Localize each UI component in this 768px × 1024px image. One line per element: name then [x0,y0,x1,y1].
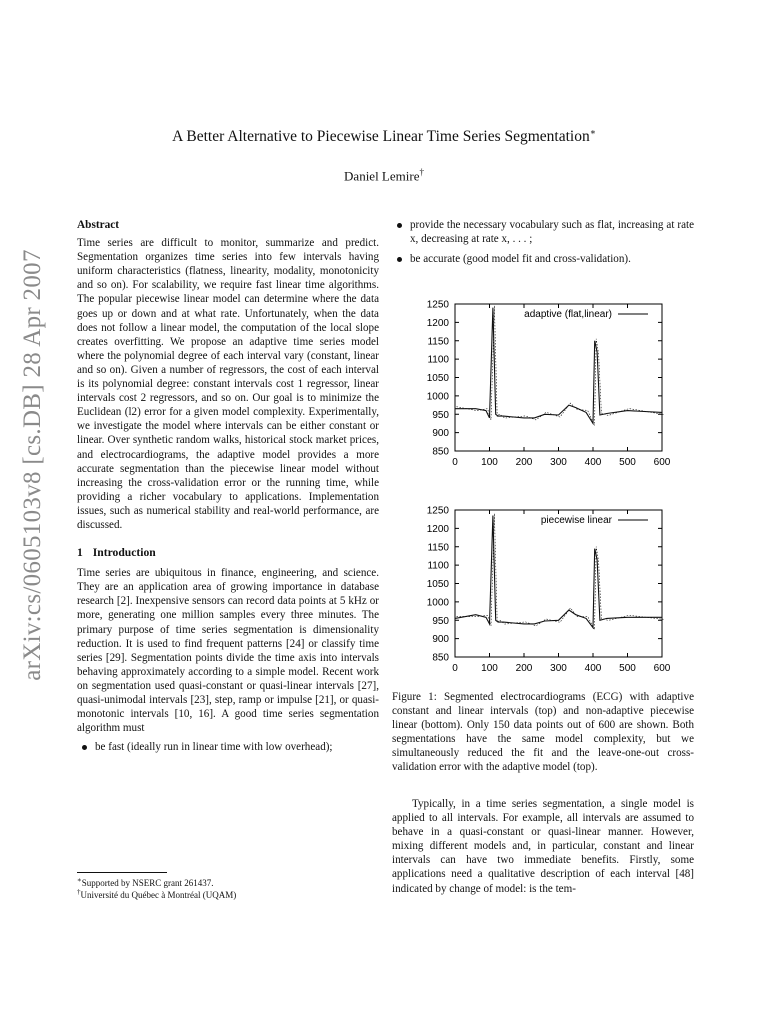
x-tick-label: 300 [550,663,567,674]
y-tick-label: 950 [432,409,449,421]
x-tick-label: 200 [515,457,533,468]
x-tick-label: 0 [452,457,458,468]
title-text: A Better Alternative to Piecewise Linear Time Series Segmentation [172,128,590,146]
x-tick-label: 300 [550,457,567,468]
y-tick-label: 1200 [426,317,449,329]
footnote-mark: ∗ [77,876,82,884]
abstract-text: Time series are difficult to monitor, summarize and predict. Segmentation organizes time series into few intervals having uniform characteristics (flatness, linearity, modality, monotonicity and so on). For scalability, we require fast linear time algorithms. The popular piecewise linear model can determine where the data goes up or down and at what rate. Unfortunately, when the data does not follow a linear model, the computation of the local slope creates overfitting. We propose an adaptive time series model where the polynomial degree of each interval vary (constant, linear and so on). Given a number of regressors, the cost of each interval is its polynomial degree: constant intervals cost 1 regressor, linear intervals cost 2 regressors, and so on. Our goal is to minimize the Euclidean (l2) error for a given model complexity. Experimentally, we investigate the model where intervals can be either constant or linear. Over synthetic random walks, historical stock market prices, and electrocardiograms, the adaptive model provides a more accurate segmentation than the piecewise linear model without increasing the cross-validation error or the running time, while providing a richer vocabulary to applications. Implementation issues, such as numerical stability and real-world performance, are discussed. [77,237,379,531]
right-bullet-1 [392,218,694,246]
footnote-text: Université du Québec à Montréal (UQAM) [80,890,237,900]
y-tick-label: 1250 [426,299,449,311]
y-tick-label: 1150 [427,542,449,554]
bullet-text: be accurate (good model fit and cross-validation). [410,253,631,265]
y-tick-label: 1000 [426,597,449,609]
plot-frame [455,510,662,657]
x-tick-label: 400 [584,457,602,468]
author-footnote-mark: † [419,167,424,177]
paper-title [0,127,768,146]
bullet-dot [397,223,402,228]
y-tick-label: 1200 [426,523,449,535]
bullet-item [392,218,694,246]
left-column [77,218,379,754]
data-series-line [455,516,662,628]
ecg-chart-adaptive [390,296,680,486]
right-bullet-2 [392,252,694,266]
introduction-text: Time series are ubiquitous in finance, engineering, and science. They are an application area of growing importance in database research [2]. Inexpensive sensors can record data points at 5 kHz or more, generating one million samples every three minutes. The primary purpose of time series segmentation is dimensionality reduction. It is used to find frequent patterns [24] or classify time series [29]. Segmentation points divide the time axis into intervals behaving approximately according to a simple model. Recent work on segmentation used quasi-constant or quasi-linear intervals [27], quasi-unimodal intervals [23], step, ramp or impulse [21], or quasi-monotonic intervals [10, 16]. A good time series segmentation algorithm must [77,567,379,735]
x-tick-label: 500 [619,663,636,674]
x-tick-label: 400 [584,663,602,674]
ecg-chart-piecewise [390,502,680,692]
data-points-line [457,514,664,630]
legend-label: piecewise linear [540,515,612,526]
right-paragraph [392,797,694,896]
author-name: Daniel Lemire [344,168,420,184]
y-tick-label: 1100 [427,354,449,366]
paper-author [0,167,768,184]
caption-text: Figure 1: Segmented electrocardiograms (ECG) with adaptive constant and linear intervals (top) and non-adaptive piecewise linear (bottom). Only 150 data points out of 600 are shown. Both segmentations have the same model complexity, but we simultaneously reduced the fit and the leave-one-out cross-validation error with the adaptive model (top). [392,691,694,774]
x-tick-label: 600 [653,457,671,468]
data-points-line [457,306,664,426]
section-title: Introduction [92,546,156,560]
introduction-heading [77,546,379,560]
chart-svg [390,502,680,692]
paragraph-text: Typically, in a time series segmentation, a single model is applied to all intervals. For example, all intervals are assumed to behave in a quasi-constant or quasi-linear manner. However, mixing different models and, in particular, constant and linear intervals can have two immediate benefits. Firstly, some applications need a qualitative description of each interval [48] indicated by change of model: is the tem- [392,798,694,895]
x-tick-label: 0 [452,663,458,674]
chart-svg [390,296,680,486]
bullet-item [392,252,694,266]
y-tick-label: 900 [432,428,449,440]
y-tick-label: 1050 [426,373,449,384]
y-tick-label: 1250 [426,505,449,517]
arxiv-id: arXiv:cs/0605103v8 [cs.DB] 28 Apr 2007 [19,249,46,681]
y-tick-label: 900 [432,634,449,646]
bullet-text: be fast (ideally run in linear time with low overhead); [95,741,333,754]
arxiv-sidebar [18,240,48,690]
bullet-text: provide the necessary vocabulary such as flat, increasing at rate x, decreasing at rate x, . . . ; [410,219,694,246]
bullet-dot [397,257,402,262]
section-number: 1 [77,546,83,560]
plot-frame [455,304,662,451]
footnote-text: Supported by NSERC grant 261437. [81,878,214,888]
footnote-mark: † [77,888,81,896]
bullet-dot [82,745,87,750]
y-tick-label: 950 [432,615,449,627]
x-tick-label: 600 [653,663,671,674]
x-tick-label: 100 [481,663,498,674]
footnote-rule [77,872,167,873]
y-tick-label: 1050 [426,579,449,590]
legend-label: adaptive (flat,linear) [524,309,612,320]
figure-caption [392,690,694,775]
y-tick-label: 1000 [426,391,449,403]
footnote-2 [77,886,236,901]
title-footnote-mark: ∗ [589,127,596,137]
x-tick-label: 500 [619,457,636,468]
y-tick-label: 1150 [427,336,449,348]
bullet-item [77,740,379,754]
x-tick-label: 200 [515,663,533,674]
y-tick-label: 1100 [427,560,449,572]
abstract-heading: Abstract [77,219,120,231]
y-tick-label: 850 [432,652,449,664]
x-tick-label: 100 [481,457,498,468]
data-series-line [455,308,662,424]
y-tick-label: 850 [432,446,449,458]
